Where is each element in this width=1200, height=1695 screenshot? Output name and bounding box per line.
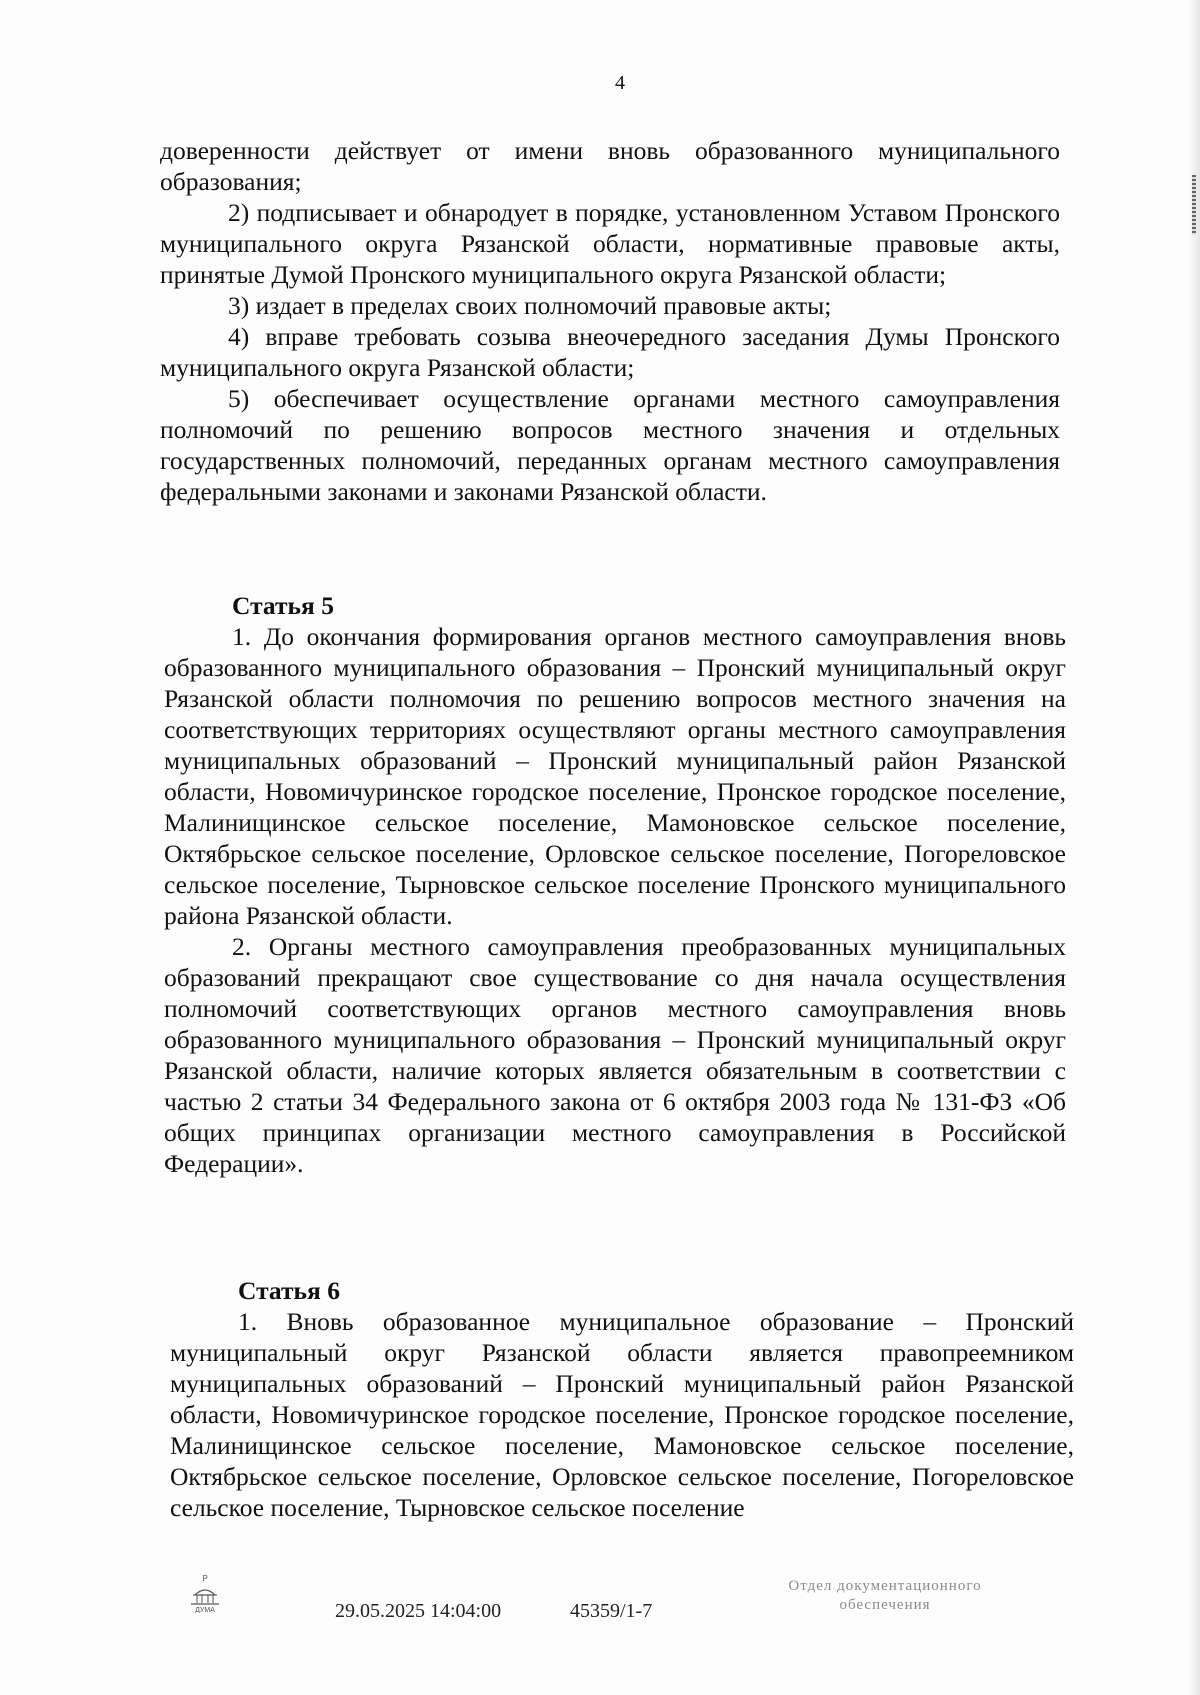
article-5	[164, 590, 1066, 1179]
paragraph: 5) обеспечивает осуществление органами местного самоуправления полномочий по решению вопросов местного значения и отдельных государственных полномочий, переданных органам местного самоуправления федеральными законами и законами Рязанской области.	[160, 384, 1060, 506]
article-heading: Статья 6	[238, 1276, 340, 1305]
department-line: обеспечения	[839, 1597, 931, 1613]
article-6	[170, 1275, 1074, 1523]
scan-edge	[1186, 0, 1200, 1695]
paragraph: 2. Органы местного самоуправления преобразованных муниципальных образований прекращают свое существование со дня начала осуществления полномочий соответствующих органов местного самоуправления вновь образованного муниципального образования – Пронский муниципальный округ Рязанской области, наличие которых является обязательным в соответствии с частью 2 статьи 34 Федерального закона от 6 октября 2003 года № 131-ФЗ «Об общих принципах организации местного самоуправления в Российской Федерации».	[164, 932, 1066, 1178]
paragraph: 3) издает в пределах своих полномочий правовые акты;	[228, 291, 832, 320]
duma-stamp-icon	[185, 1573, 225, 1613]
paragraph: доверенности действует от имени вновь образованного муниципального образования;	[160, 136, 1060, 196]
footer-department-stamp	[735, 1577, 1035, 1615]
page-number: 4	[615, 72, 625, 94]
paragraph: 1. До окончания формирования органов местного самоуправления вновь образованного муниципального образования – Пронский муниципальный округ Рязанской области полномочия по решению вопросов местного значения на соответствующих территориях осуществляют органы местного самоуправления муниципальных образований – Пронский муниципальный район Рязанской области, Новомичуринское городское поселение, Пронское городское поселение, Малинищинское сельское поселение, Мамоновское сельское поселение, Октябрьское сельское поселение, Орловское сельское поселение, Погореловское сельское поселение, Тырновское сельское поселение Пронского муниципального района Рязанской области.	[164, 622, 1066, 930]
stamp-letter: Р	[202, 1574, 208, 1583]
stamp-text: ДУМА	[195, 1607, 215, 1613]
article-heading: Статья 5	[232, 591, 334, 620]
department-line: Отдел документационного	[788, 1578, 982, 1594]
footer-document-number: 45359/1-7	[570, 1600, 653, 1622]
text-block-intro	[160, 135, 1060, 507]
paragraph: 2) подписывает и обнародует в порядке, установленном Уставом Пронского муниципального округа Рязанской области, нормативные правовые акты, принятые Думой Пронского муниципального округа Рязанской области;	[160, 198, 1060, 289]
footer-datetime: 29.05.2025 14:04:00	[335, 1600, 502, 1622]
scan-mark	[1192, 175, 1196, 235]
paragraph: 4) вправе требовать созыва внеочередного заседания Думы Пронского муниципального округа Рязанской области;	[160, 322, 1060, 382]
paragraph: 1. Вновь образованное муниципальное образование – Пронский муниципальный округ Рязанской области является правопреемником муниципальных образований – Пронский муниципальный район Рязанской области, Новомичуринское городское поселение, Пронское городское поселение, Малинищинское сельское поселение, Мамоновское сельское поселение, Октябрьское сельское поселение, Орловское сельское поселение, Погореловское сельское поселение, Тырновское сельское поселение	[170, 1307, 1074, 1522]
